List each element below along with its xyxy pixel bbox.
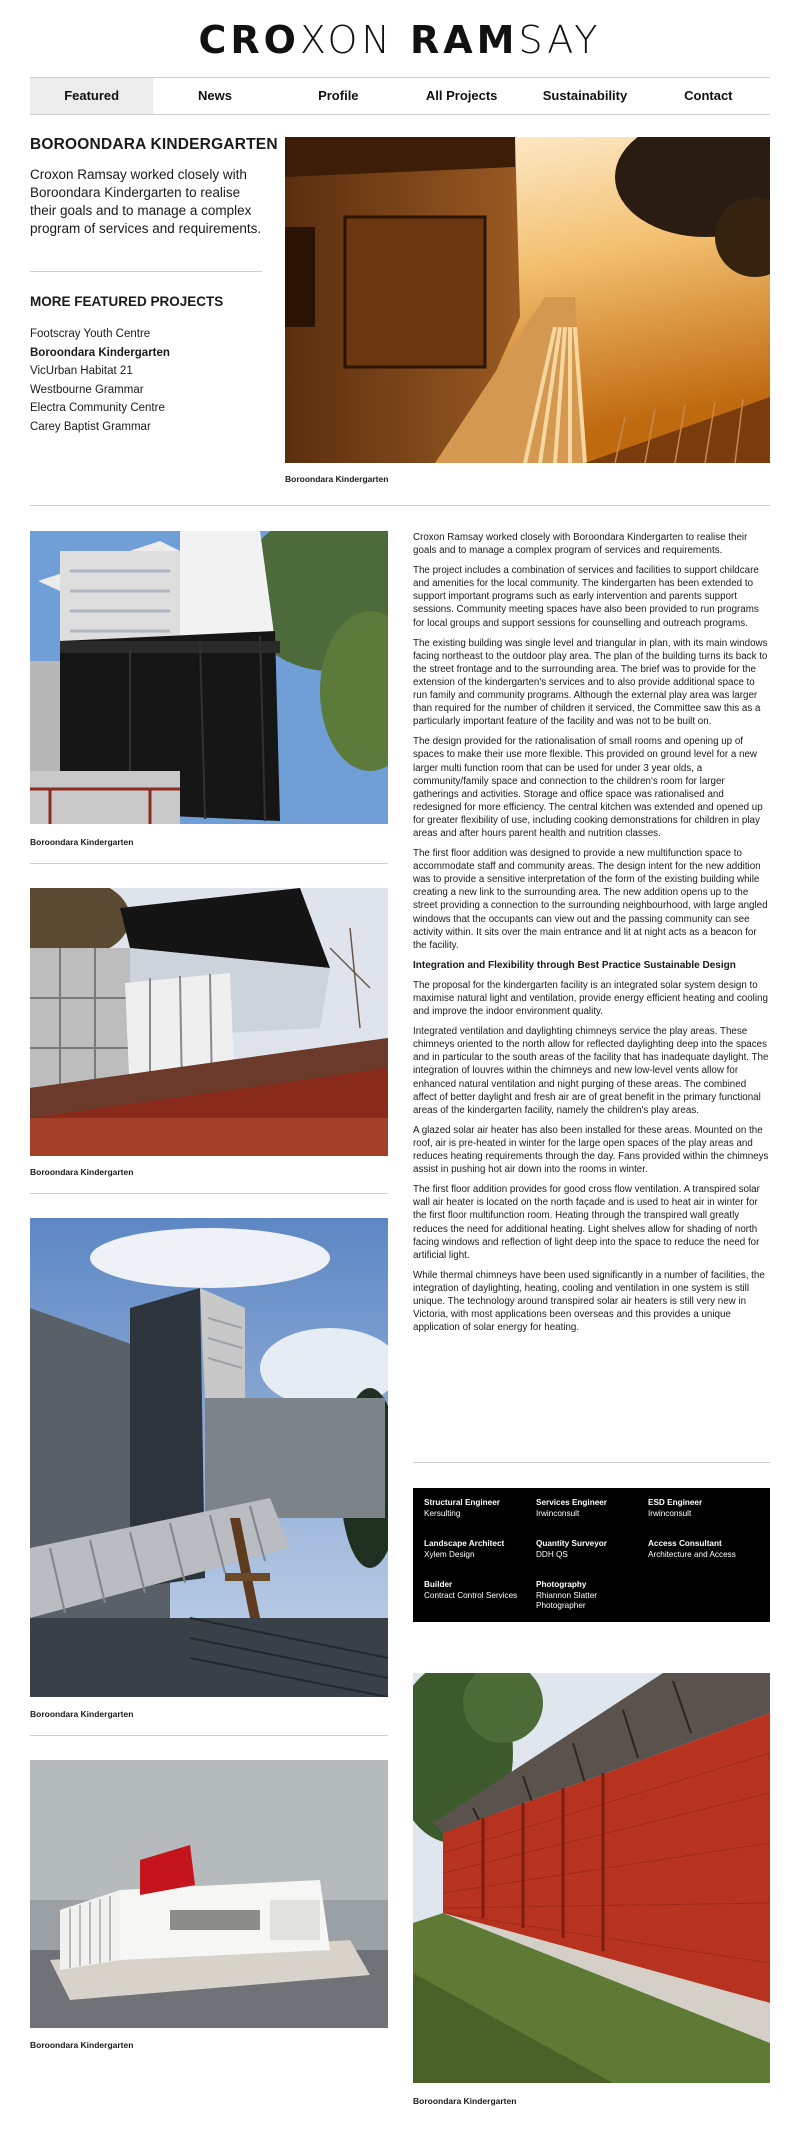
logo-text: CRO — [198, 18, 300, 62]
more-projects-title: MORE FEATURED PROJECTS — [30, 294, 224, 309]
more-projects-list — [30, 325, 170, 436]
more-project-link-current[interactable]: Boroondara Kindergarten — [30, 346, 170, 359]
credit-name: Architecture and Access — [648, 1549, 736, 1559]
credit-name: DDH QS — [536, 1549, 568, 1559]
body-paragraph: The first floor addition provides for good cross flow ventilation. A transpired solar wall air heater is located on the north façade and is used to heat air in winter for the first floor multifunction room. Heating through the transpired wall greatly reduces the need for additional heating. Light shelves allow for shading of north facing windows and reflection of light deep into the space to reduce the need for artificial light. — [413, 1184, 760, 1261]
nav-news[interactable]: News — [198, 88, 232, 103]
divider — [30, 271, 262, 272]
nav-sustainability[interactable]: Sustainability — [542, 88, 628, 103]
credit-name: Irwinconsult — [536, 1508, 580, 1518]
gallery-caption: Boroondara Kindergarten — [30, 837, 134, 847]
body-paragraph: A glazed solar air heater has also been installed for these areas. Mounted on the roof, air is pre-heated in winter for the large open spaces of the play areas and reduces heating requirements through the day. Fans provided within the chimneys assist in pushing hot air down into the rooms in winter. — [413, 1124, 769, 1176]
body-paragraph: The first floor addition was designed to provide a new multifunction space to accommodate staff and community areas. The design intent for the new addition was to provide a sensitive interpretation of the form of the existing building while creating a new link to the surrounding area. The new addition opens up to the street providing a connection to the surrounding neighbourhood, with large angled windows that the occupants can view out and the passing community can see activity within. It sits over the main entrance and lit at night acts as a beacon for the facility. — [413, 848, 768, 951]
nav-profile[interactable]: Profile — [318, 88, 359, 103]
project-credits — [413, 1488, 770, 1622]
divider — [413, 1462, 770, 1463]
body-paragraph: The existing building was single level and triangular in plan, with its main windows facing northeast to the outdoor play area. The plan of the building turns its back to the street frontage and to the surrounding area. The brief was to provide for the extension of the kindergarten's services and to also provide additional space to run family and community programs. Although the external play area was larger than required for the number of children it serviced, the Committee saw this as a particularly important feature of the facility and was not to be built on. — [413, 637, 768, 728]
credit-role: Structural Engineer — [424, 1498, 500, 1507]
more-project-link[interactable]: Footscray Youth Centre — [30, 328, 151, 340]
credit-name: Xylem Design — [424, 1549, 475, 1559]
body-paragraph: The design provided for the rationalisation of small rooms and opening up of spaces to make their use more flexible. This provided on ground level for a new larger multi function room that can be used for under 3 year olds, a community/family space and connection to the children's room for larger gatherings and activities. Storage and office space was rationalised and redesigned for more efficiency. The central kitchen was extended and opened up for greater flexibility of use, including cooking demonstrations for children in play areas and after hours parent health and nutrition classes. — [413, 736, 763, 839]
credit-item — [648, 1539, 760, 1570]
credit-role: Access Consultant — [648, 1539, 722, 1549]
gallery-photo[interactable] — [30, 1218, 388, 1697]
nav-featured[interactable]: Featured — [30, 78, 153, 114]
more-project-link[interactable]: Electra Community Centre — [30, 402, 165, 414]
gallery-caption: Boroondara Kindergarten — [30, 1709, 134, 1719]
credit-item — [536, 1580, 648, 1622]
body-paragraph: The project includes a combination of services and facilities to support childcare and amenities for the local community. The kindergarten has been extended to support important programs such as early intervention and parents support sessions. Community meeting spaces have also been provided to run programs for local groups and support sessions for counselling and outreach programs. — [413, 565, 759, 629]
credit-item — [536, 1539, 648, 1570]
gallery-photo[interactable] — [30, 888, 388, 1156]
logo-text: SAY — [518, 18, 602, 62]
credit-item — [648, 1498, 760, 1529]
credit-item — [424, 1539, 536, 1570]
body-paragraph: The proposal for the kindergarten facility is an integrated solar system design to maximise natural light and ventilation, provide energy efficient heating and cooling and improve the indoor environment quality. — [413, 979, 768, 1018]
more-project-link[interactable]: Carey Baptist Grammar — [30, 420, 151, 433]
logo-text: XON — [299, 18, 410, 62]
project-description — [413, 531, 770, 1341]
credit-role: Services Engineer — [536, 1498, 607, 1507]
logo-text: RAM — [409, 18, 519, 62]
credit-name: Irwinconsult — [648, 1508, 692, 1518]
gallery-photo[interactable] — [30, 1760, 388, 2028]
nav-all-projects[interactable]: All Projects — [425, 88, 498, 103]
credit-role: Builder — [424, 1580, 453, 1590]
body-paragraph: Croxon Ramsay worked closely with Boroondara Kindergarten to realise their goals and to manage a complex program of services and requirements. — [413, 532, 748, 557]
body-paragraph: Integrated ventilation and daylighting chimneys service the play areas. These chimneys oriented to the north allow for reflected daylighting deep into the spaces and in particular to the south areas of the facility that has inadequate daylight. The integration of louvres within the chimneys and new low-level vents allow for enhanced natural ventilation and night purging of these areas. The combined affect of better daylight and fresh air are of great benefit in the primary functional areas of the kindergarten facility, namely the children's play areas. — [413, 1026, 769, 1116]
credit-item — [424, 1498, 536, 1529]
gallery-caption: Boroondara Kindergarten — [30, 2040, 134, 2050]
gallery-caption: Boroondara Kindergarten — [413, 2096, 517, 2106]
divider — [30, 1735, 388, 1736]
credit-item — [536, 1498, 648, 1529]
more-project-link[interactable]: VicUrban Habitat 21 — [30, 365, 133, 377]
divider — [30, 505, 770, 506]
more-project-link[interactable]: Westbourne Grammar — [30, 383, 144, 396]
gallery-caption: Boroondara Kindergarten — [30, 1167, 134, 1177]
gallery-photo[interactable] — [30, 531, 388, 824]
divider — [30, 1193, 388, 1194]
site-logo[interactable] — [0, 18, 800, 62]
project-intro: Croxon Ramsay worked closely with Boroondara Kindergarten to realise their goals and to manage a complex program of services and requirements. — [30, 167, 262, 236]
nav-contact[interactable]: Contact — [684, 88, 733, 103]
divider — [30, 863, 388, 864]
credit-role: Quantity Surveyor — [536, 1539, 607, 1549]
credit-role: ESD Engineer — [648, 1498, 703, 1507]
body-subheading: Integration and Flexibility through Best Practice Sustainable Design — [413, 959, 736, 971]
body-paragraph: While thermal chimneys have been used significantly in a number of facilities, the integration of daylighting, heating, cooling and ventilation in one system is still unique. The technology around transpired solar air heaters is still very new in Victoria, with most applications been overseas and this provides a unique application of solar energy for heating. — [413, 1269, 765, 1334]
credit-role: Photography — [536, 1580, 587, 1590]
project-title: BOROONDARA KINDERGARTEN — [30, 136, 278, 153]
hero-caption: Boroondara Kindergarten — [285, 474, 389, 484]
hero-photo[interactable] — [285, 137, 770, 463]
credit-name: Rhiannon Slatter Photographer — [536, 1590, 597, 1611]
gallery-photo[interactable] — [413, 1673, 770, 2083]
main-nav — [30, 77, 770, 115]
credit-role: Landscape Architect — [424, 1539, 505, 1549]
credit-item — [424, 1580, 536, 1622]
credit-name: Contract Control Services — [424, 1590, 518, 1600]
credit-name: Kersulting — [424, 1508, 461, 1518]
